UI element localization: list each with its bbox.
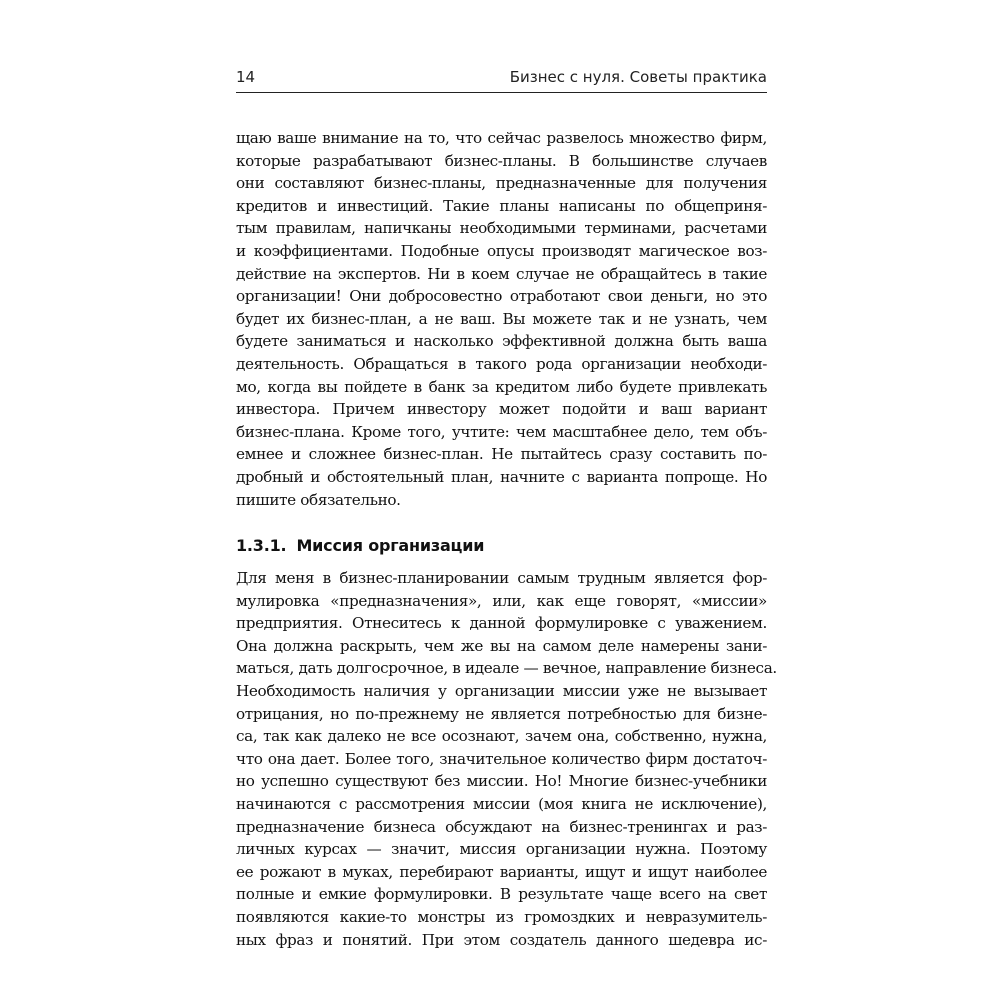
- text-line: бизнес-плана. Кроме того, учтите: чем масштабнее дело, тем объ-: [236, 422, 767, 441]
- text-line: начинаются с рассмотрения миссии (моя книга не исключение),: [236, 795, 767, 814]
- text-line: кредитов и инвестиций. Такие планы написаны по общеприня-: [236, 196, 767, 215]
- section-title: Миссия организации: [296, 536, 485, 556]
- text-line: деятельность. Обращаться в такого рода организации необходи-: [236, 354, 767, 373]
- text-line: предназначение бизнеса обсуждают на бизнес-тренингах и раз-: [236, 817, 767, 836]
- text-line: и коэффициентами. Подобные опусы производят магическое воз-: [236, 241, 767, 260]
- text-line: ее рожают в муках, перебирают варианты, ищут и ищут наиболее: [236, 862, 767, 881]
- text-line: будет их бизнес-план, а не ваш. Вы можете так и не узнать, чем: [236, 309, 767, 328]
- text-line: инвестора. Причем инвестору может подойти и ваш вариант: [236, 400, 767, 419]
- paragraph-1: [236, 127, 767, 511]
- text-line: маться, дать долгосрочное, в идеале — вечное, направление бизнеса.: [236, 659, 777, 678]
- paragraph-2: [236, 567, 777, 951]
- text-line: пишите обязательно.: [236, 490, 401, 509]
- running-title: Бизнес с нуля. Советы практика: [509, 68, 767, 86]
- text-line: будете заниматься и насколько эффективной должна быть ваша: [236, 332, 767, 351]
- text-line: они составляют бизнес-планы, предназначенные для получения: [236, 174, 767, 193]
- text-line: мулировка «предназначения», или, как еще говорят, «миссии»: [236, 591, 767, 610]
- section-heading: [236, 535, 767, 557]
- text-line: предприятия. Отнеситесь к данной формулировке с уважением.: [236, 614, 767, 633]
- text-line: полные и емкие формулировки. В результате чаще всего на свет: [236, 885, 767, 904]
- page-number: 14: [236, 68, 256, 86]
- text-line: ных фраз и понятий. При этом создатель данного шедевра ис-: [236, 930, 767, 949]
- text-line: Необходимость наличия у организации миссии уже не вызывает: [236, 682, 767, 701]
- text-line: Она должна раскрыть, чем же вы на самом деле намерены зани-: [236, 636, 767, 655]
- text-line: что она дает. Более того, значительное количество фирм достаточ-: [236, 749, 767, 768]
- section-number: 1.3.1.: [236, 536, 287, 556]
- running-header: [236, 66, 767, 93]
- text-line: появляются какие-то монстры из громоздких и невразумитель-: [236, 908, 767, 926]
- text-line: но успешно существуют без миссии. Но! Многие бизнес-учебники: [236, 772, 767, 791]
- text-line: личных курсах — значит, миссия организации нужна. Поэтому: [236, 840, 767, 859]
- text-line: отрицания, но по-прежнему не является потребностью для бизне-: [236, 704, 767, 723]
- text-line: мо, когда вы пойдете в банк за кредитом либо будете привлекать: [236, 377, 767, 396]
- text-line: са, так как далеко не все осознают, зачем она, собственно, нужна,: [236, 727, 767, 746]
- text-line: которые разрабатывают бизнес-планы. В большинстве случаев: [236, 151, 767, 170]
- text-line: организации! Они добросовестно отработают свои деньги, но это: [236, 287, 767, 306]
- text-line: тым правилам, напичканы необходимыми терминами, расчетами: [236, 219, 767, 238]
- text-line: дробный и обстоятельный план, начните с варианта попроще. Но: [236, 467, 767, 486]
- text-line: Для меня в бизнес-планировании самым трудным является фор-: [236, 569, 767, 588]
- book-page: [236, 66, 777, 951]
- text-line: щаю ваше внимание на то, что сейчас развелось множество фирм,: [236, 129, 767, 147]
- text-line: емнее и сложнее бизнес-план. Не пытайтесь сразу составить по-: [236, 445, 767, 464]
- text-line: действие на экспертов. Ни в коем случае не обращайтесь в такие: [236, 264, 767, 283]
